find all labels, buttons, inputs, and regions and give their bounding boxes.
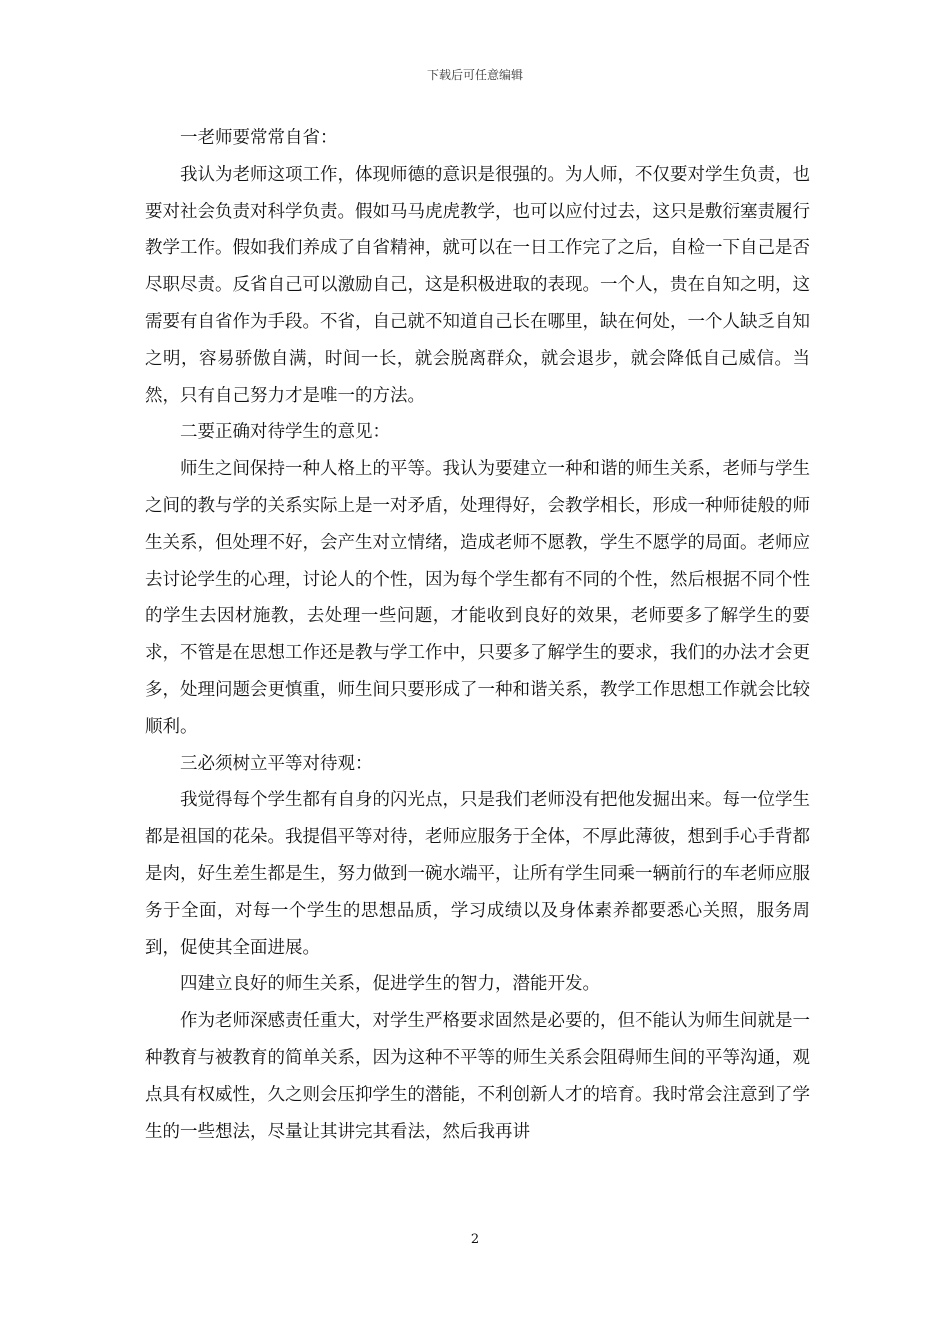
document-body bbox=[145, 120, 810, 1150]
paragraph: 我认为老师这项工作，体现师德的意识是很强的。为人师，不仅要对学生负责，也要对社会负责对科学负责。假如马马虎虎教学，也可以应付过去，这只是敷衍塞责履行教学工作。假如我们养成了自省精神，就可以在一日工作完了之后，自检一下自己是否尽职尽责。反省自己可以激励自己，这是积极进取的表现。一个人，贵在自知之明，这需要有自省作为手段。不省，自己就不知道自己长在哪里，缺在何处，一个人缺乏自知之明，容易骄傲自满，时间一长，就会脱离群众，就会退步，就会降低自己威信。当然，只有自己努力才是唯一的方法。 bbox=[145, 164, 810, 406]
heading-equal-treatment: 三必须树立平等对待观： bbox=[180, 753, 373, 774]
paragraph: 师生之间保持一种人格上的平等。我认为要建立一种和谐的师生关系，老师与学生之间的教与学的关系实际上是一对矛盾，处理得好，会教学相长，形成一种师徒般的师生关系，但处理不好，会产生对立情绪，造成老师不愿教，学生不愿学的局面。老师应去讨论学生的心理，讨论人的个性，因为每个学生都有不同的个性，然后根据不同个性的学生去因材施教，去处理一些问题，才能收到良好的效果，老师要多了解学生的要求，不管是在思想工作还是教与学工作中，只要多了解学生的要求，我们的办法才会更多，处理问题会更慎重，师生间只要形成了一种和谐关系，教学工作思想工作就会比较顺利。 bbox=[145, 459, 810, 737]
page-number: 2 bbox=[470, 1232, 480, 1247]
heading-self-reflection: 一老师要常常自省： bbox=[180, 128, 338, 148]
page-header: 下载后可任意编辑 bbox=[426, 68, 523, 82]
heading-student-opinions: 二要正确对待学生的意见： bbox=[180, 422, 390, 443]
heading-teacher-student-relationship: 四建立良好的师生关系，促进学生的智力，潜能开发。 bbox=[180, 974, 600, 995]
paragraph: 作为老师深感责任重大，对学生严格要求固然是必要的，但不能认为师生间就是一种教育与被教育的简单关系，因为这种不平等的师生关系会阻碍师生间的平等沟通，观点具有权威性，久之则会压抑学生的潜能，不利创新人才的培育。我时常会注意到了学生的一些想法，尽量让其讲完其看法，然后我再讲 bbox=[145, 1011, 810, 1142]
paragraph: 我觉得每个学生都有自身的闪光点，只是我们老师没有把他发掘出来。每一位学生都是祖国的花朵。我提倡平等对待，老师应服务于全体，不厚此薄彼，想到手心手背都是肉，好生差生都是生，努力做到一碗水端平，让所有学生同乘一辆前行的车老师应服务于全面，对每一个学生的思想品质，学习成绩以及身体素养都要悉心关照，服务周到，促使其全面进展。 bbox=[145, 790, 810, 958]
